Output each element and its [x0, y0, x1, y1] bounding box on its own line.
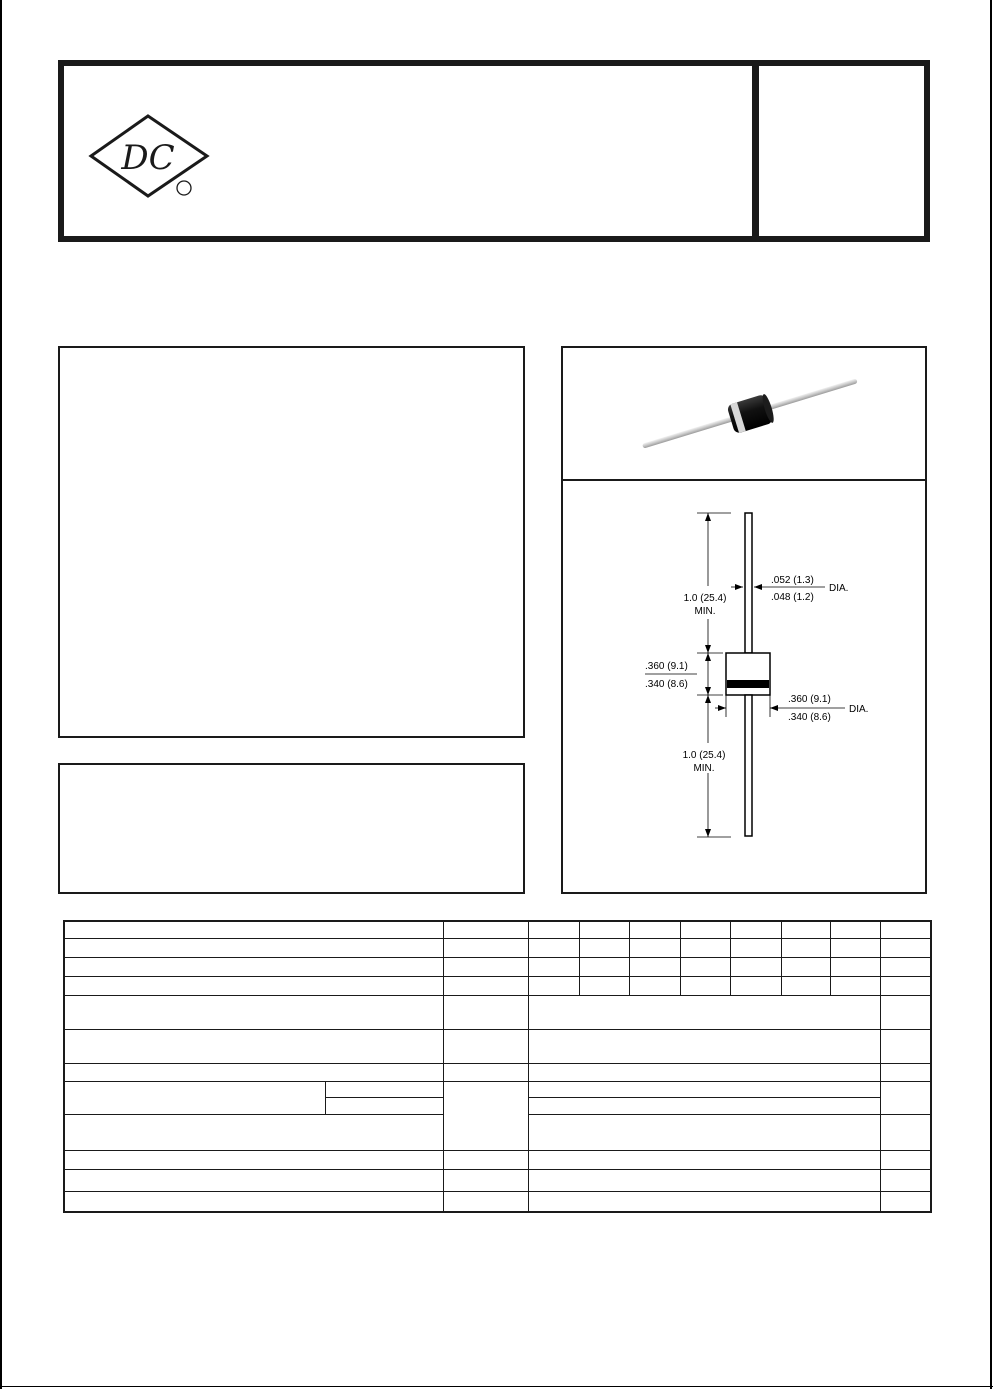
- logo-monogram: DC: [121, 138, 175, 178]
- ratings-table-grid: [65, 922, 930, 1211]
- ratings-table: [63, 920, 932, 1213]
- company-logo: [88, 112, 212, 200]
- lead-dia-min: .048 (1.2): [771, 592, 814, 603]
- lead-dia-max: .052 (1.3): [771, 575, 814, 586]
- top-lead-min-label: MIN.: [694, 606, 716, 617]
- lead-dia-label: DIA.: [829, 583, 849, 594]
- body-dia-max: .360 (9.1): [788, 694, 831, 705]
- body-length-max: .360 (9.1): [645, 661, 688, 672]
- bottom-lead-min-label: MIN.: [693, 763, 715, 774]
- body-length-min: .340 (8.6): [645, 679, 688, 690]
- top-lead: [745, 513, 752, 653]
- page-edge-bottom: [0, 1386, 993, 1387]
- body-dia-label: DIA.: [849, 704, 869, 715]
- registered-mark-icon: [177, 181, 191, 195]
- mechanical-data-panel: [58, 763, 525, 894]
- package-dimension-drawing: [563, 481, 925, 892]
- bottom-lead-length: 1.0 (25.4): [682, 750, 726, 761]
- body-outline: [726, 653, 770, 695]
- features-panel: [58, 346, 525, 738]
- bottom-lead: [745, 695, 752, 836]
- body-dia-min: .340 (8.6): [788, 712, 831, 723]
- header-divider: [752, 64, 759, 240]
- top-lead-length: 1.0 (25.4): [683, 593, 727, 604]
- diode-photo: [636, 374, 864, 454]
- polarity-band: [727, 680, 769, 688]
- page-edge-right: [990, 0, 992, 1389]
- page-edge-left: [0, 0, 2, 1389]
